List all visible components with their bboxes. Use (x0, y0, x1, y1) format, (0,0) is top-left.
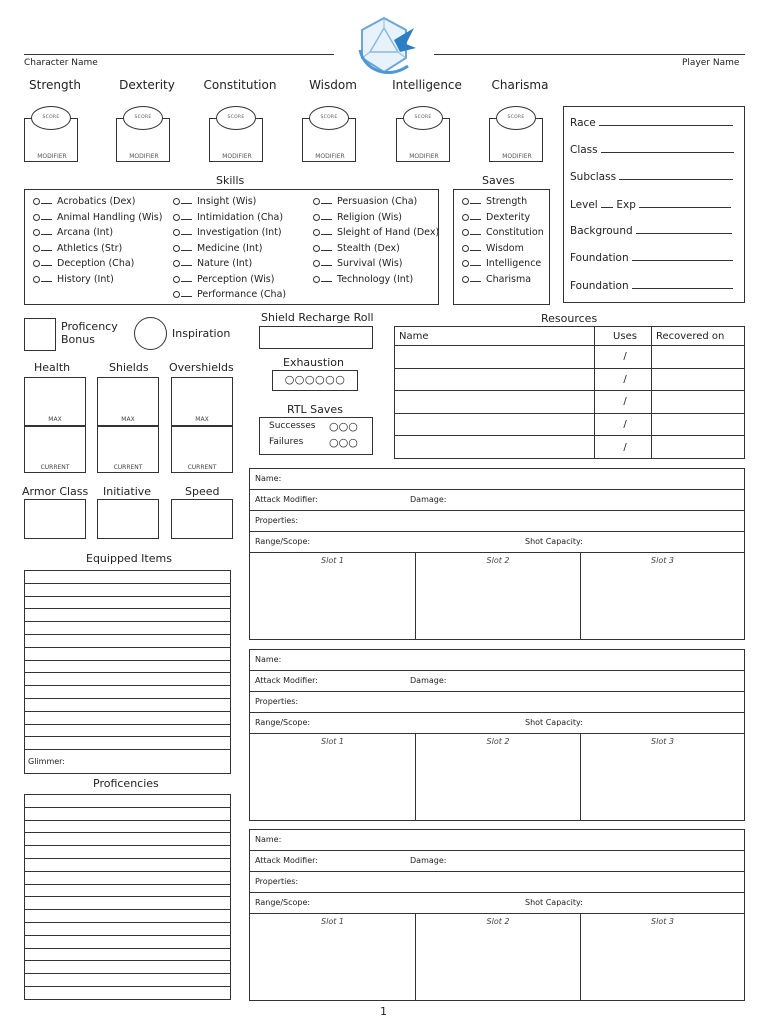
skill-intimidation[interactable] (173, 210, 286, 226)
skills-title: Skills (216, 174, 245, 187)
foundation-field-1[interactable] (570, 252, 733, 264)
proficiency-circle-icon[interactable] (462, 245, 469, 252)
ability-name: Charisma (491, 78, 549, 92)
character-name-line[interactable] (24, 54, 334, 55)
max-label: MAX (48, 416, 62, 423)
resource-name-cell[interactable] (395, 436, 595, 459)
current-label: CURRENT (187, 464, 217, 471)
max-label: MAX (121, 416, 135, 423)
attack-modifier-label: Attack Modifier: (255, 856, 318, 865)
proficiencies-title: Proficencies (93, 777, 159, 790)
foundation-label: Foundation (570, 252, 629, 264)
save-label: Intelligence (486, 258, 542, 269)
proficiency-circle-icon[interactable] (313, 245, 320, 252)
initiative-box[interactable] (97, 499, 159, 539)
race-label: Race (570, 117, 596, 129)
proficiency-circle-icon[interactable] (33, 198, 40, 205)
save-label: Constitution (486, 227, 544, 238)
proficiency-circle-icon[interactable] (462, 229, 469, 236)
score-label: SCORE (320, 115, 338, 120)
weapon-block-2 (249, 649, 745, 821)
resources-table (394, 326, 745, 459)
weapon-block-3 (249, 829, 745, 1001)
shot-capacity-label: Shot Capacity: (525, 718, 583, 727)
shot-capacity-label: Shot Capacity: (525, 537, 583, 546)
save-charisma[interactable] (462, 272, 544, 288)
skill-acrobatics[interactable] (33, 194, 162, 210)
weapon-name-row[interactable] (250, 469, 744, 490)
resources-header-recovered: Recovered on (652, 327, 745, 346)
weapon-name-row[interactable] (250, 830, 744, 851)
resource-row[interactable] (395, 436, 745, 459)
weapon-name-label: Name: (255, 835, 282, 844)
save-wisdom[interactable] (462, 241, 544, 257)
skill-technology[interactable] (313, 272, 439, 288)
shield-recharge-box[interactable] (259, 326, 373, 349)
skill-nature[interactable] (173, 256, 286, 272)
overshields-label: Overshields (169, 361, 234, 374)
proficiency-circle-icon[interactable] (313, 229, 320, 236)
proficiency-circle-icon[interactable] (173, 291, 180, 298)
proficiency-circle-icon[interactable] (33, 276, 40, 283)
overshields-box[interactable] (171, 377, 233, 473)
resource-uses-cell[interactable]: / (595, 436, 652, 459)
modifier-label: MODIFIER (409, 153, 439, 160)
skill-label: Perception (Wis) (197, 273, 275, 285)
score-label: SCORE (227, 115, 245, 120)
resource-uses-cell[interactable]: / (595, 413, 652, 436)
weapon-properties-row[interactable] (250, 692, 744, 713)
class-field[interactable] (570, 144, 734, 156)
score-label: SCORE (414, 115, 432, 120)
skills-box (24, 189, 439, 305)
range-scope-label: Range/Scope: (255, 718, 311, 727)
ability-name: Intelligence (392, 78, 462, 92)
damage-label: Damage: (410, 856, 447, 865)
score-oval[interactable] (123, 106, 163, 130)
weapon-name-row[interactable] (250, 650, 744, 671)
saves-title: Saves (482, 174, 515, 187)
proficiency-circle-icon[interactable] (173, 198, 180, 205)
skill-label: Religion (Wis) (337, 211, 403, 223)
weapon-slot-2[interactable]: Slot 2 (416, 734, 581, 820)
properties-label: Properties: (255, 877, 299, 886)
modifier-label: MODIFIER (129, 153, 159, 160)
skill-label: History (Int) (57, 273, 114, 285)
proficiency-circle-icon[interactable] (462, 198, 469, 205)
skill-label: Arcana (Int) (57, 227, 114, 238)
proficiencies-list[interactable] (24, 794, 231, 1000)
skill-label: Medicine (Int) (197, 242, 263, 254)
resource-recovered-cell[interactable] (652, 436, 745, 459)
proficiency-bonus-box[interactable] (24, 318, 56, 351)
skill-history[interactable] (33, 272, 162, 288)
proficiency-bonus-label (61, 320, 118, 346)
save-constitution[interactable] (462, 225, 544, 241)
modifier-label: MODIFIER (315, 153, 345, 160)
weapon-slot-3[interactable]: Slot 3 (651, 737, 674, 746)
skill-investigation[interactable] (173, 225, 286, 241)
skill-label: Technology (Int) (337, 273, 414, 285)
properties-label: Properties: (255, 697, 299, 706)
exhaustion-label: Exhaustion (283, 356, 344, 369)
foundation-field-2[interactable] (570, 280, 733, 292)
ability-name: Constitution (203, 78, 277, 92)
resource-name-cell[interactable] (395, 413, 595, 436)
resource-recovered-cell[interactable] (652, 413, 745, 436)
armor-class-box[interactable] (24, 499, 86, 539)
score-oval[interactable] (496, 106, 536, 130)
successes-circles[interactable]: ○○○ (329, 420, 358, 433)
proficiency-circle-icon[interactable] (313, 276, 320, 283)
ability-name: Wisdom (309, 78, 357, 92)
background-field[interactable] (570, 225, 732, 237)
resource-name-cell[interactable] (395, 346, 595, 369)
resource-row[interactable] (395, 346, 745, 369)
skill-persuasion[interactable] (313, 194, 439, 210)
max-label: MAX (195, 416, 209, 423)
skill-religion[interactable] (313, 210, 439, 226)
class-label: Class (570, 144, 598, 156)
save-dexterity[interactable] (462, 210, 544, 226)
rtl-saves-box (259, 417, 373, 455)
save-strength[interactable] (462, 194, 544, 210)
proficiency-circle-icon[interactable] (462, 276, 469, 283)
d20-ghost-logo-icon (354, 14, 416, 80)
range-scope-label: Range/Scope: (255, 898, 311, 907)
resources-header-row (395, 327, 745, 346)
current-label: CURRENT (113, 464, 143, 471)
save-label: Strength (486, 196, 528, 207)
score-oval[interactable] (216, 106, 256, 130)
resources-header-name: Name (395, 327, 595, 346)
resource-name-cell[interactable] (395, 391, 595, 414)
proficiency-circle-icon[interactable] (33, 214, 40, 221)
skill-deception[interactable] (33, 256, 162, 272)
skill-label: Survival (Wis) (337, 258, 403, 269)
proficiency-circle-icon[interactable] (173, 229, 180, 236)
score-label: SCORE (507, 115, 525, 120)
score-label: SCORE (42, 115, 60, 120)
modifier-label: MODIFIER (37, 153, 67, 160)
proficiency-circle-icon[interactable] (33, 245, 40, 252)
proficiency-circle-icon[interactable] (173, 214, 180, 221)
score-label: SCORE (134, 115, 152, 120)
race-field[interactable] (570, 117, 733, 129)
resource-uses-cell[interactable]: / (595, 391, 652, 414)
level-label: Level (570, 199, 598, 211)
rtl-saves-label: RTL Saves (287, 403, 343, 416)
exhaustion-box[interactable] (272, 370, 358, 391)
equipped-items-title: Equipped Items (86, 552, 172, 565)
current-label: CURRENT (40, 464, 70, 471)
failures-label: Failures (269, 437, 304, 447)
modifier-label: MODIFIER (502, 153, 532, 160)
weapon-range-row[interactable] (250, 532, 744, 553)
armor-class-label: Armor Class (22, 485, 89, 498)
resource-row[interactable] (395, 413, 745, 436)
modifier-label: MODIFIER (222, 153, 252, 160)
weapon-slots (250, 914, 744, 1000)
speed-box[interactable] (171, 499, 233, 539)
exhaustion-circles[interactable]: ○○○○○○ (284, 373, 346, 386)
score-oval[interactable] (403, 106, 443, 130)
range-scope-label: Range/Scope: (255, 537, 311, 546)
weapon-slot-1[interactable]: Slot 1 (250, 734, 416, 820)
damage-label: Damage: (410, 676, 447, 685)
weapon-block-1 (249, 468, 745, 640)
resource-row[interactable] (395, 368, 745, 391)
successes-label: Successes (269, 421, 316, 431)
properties-label: Properties: (255, 516, 299, 525)
skill-label: Insight (Wis) (197, 196, 257, 207)
resource-recovered-cell[interactable] (652, 391, 745, 414)
health-label: Health (34, 361, 71, 374)
weapon-name-label: Name: (255, 474, 282, 483)
shields-box[interactable] (97, 377, 159, 473)
player-name-line[interactable] (434, 54, 745, 55)
character-name-label: Character Name (24, 58, 98, 68)
weapon-range-row[interactable] (250, 713, 744, 734)
weapon-slots (250, 553, 744, 639)
weapon-properties-row[interactable] (250, 511, 744, 532)
skill-animal-handling[interactable] (33, 210, 162, 226)
score-oval[interactable] (31, 106, 71, 130)
skill-label: Athletics (Str) (57, 242, 123, 254)
weapon-attack-row[interactable] (250, 490, 744, 511)
ability-name: Strength (29, 78, 81, 92)
inspiration-label: Inspiration (172, 327, 231, 340)
resource-recovered-cell[interactable] (652, 346, 745, 369)
score-oval[interactable] (309, 106, 349, 130)
skill-survival[interactable] (313, 256, 439, 272)
proficiency-circle-icon[interactable] (33, 229, 40, 236)
skill-insight[interactable] (173, 194, 286, 210)
resource-row[interactable] (395, 391, 745, 414)
weapon-range-row[interactable] (250, 893, 744, 914)
equipped-items-list[interactable] (24, 570, 231, 774)
save-label: Wisdom (486, 242, 524, 254)
skill-arcana[interactable] (33, 225, 162, 241)
ability-name: Dexterity (119, 78, 175, 92)
proficiency-circle-icon[interactable] (173, 260, 180, 267)
skill-label: Intimidation (Cha) (197, 211, 284, 223)
weapon-attack-row[interactable] (250, 851, 744, 872)
saves-box (453, 189, 550, 305)
skill-label: Nature (Int) (197, 258, 253, 269)
resource-recovered-cell[interactable] (652, 368, 745, 391)
proficiency-circle-icon[interactable] (462, 260, 469, 267)
weapon-properties-row[interactable] (250, 872, 744, 893)
level-exp-field[interactable] (570, 199, 731, 211)
weapon-slots (250, 734, 744, 820)
skill-label: Sleight of Hand (Dex) (337, 227, 440, 238)
page-number: 1 (380, 1005, 387, 1018)
skill-label: Animal Handling (Wis) (57, 211, 163, 223)
weapon-slot-3[interactable]: Slot 3 (651, 556, 674, 565)
proficiency-label-line1: Proficency (61, 320, 118, 333)
save-label: Dexterity (486, 211, 531, 223)
failures-circles[interactable]: ○○○ (329, 436, 358, 449)
save-intelligence[interactable] (462, 256, 544, 272)
damage-label: Damage: (410, 495, 447, 504)
initiative-label: Initiative (103, 485, 152, 498)
weapon-slot-1[interactable]: Slot 1 (250, 914, 416, 1000)
skill-stealth[interactable] (313, 241, 439, 257)
player-name-label: Player Name (682, 58, 740, 68)
resource-uses-cell[interactable]: / (595, 346, 652, 369)
proficiency-circle-icon[interactable] (313, 214, 320, 221)
resource-uses-cell[interactable]: / (595, 368, 652, 391)
skill-medicine[interactable] (173, 241, 286, 257)
subclass-field[interactable] (570, 171, 733, 183)
shot-capacity-label: Shot Capacity: (525, 898, 583, 907)
skill-label: Stealth (Dex) (337, 242, 400, 254)
skill-performance[interactable] (173, 287, 286, 303)
skill-perception[interactable] (173, 272, 286, 288)
skill-sleight-of-hand[interactable] (313, 225, 439, 241)
weapon-slot-2[interactable]: Slot 2 (416, 553, 581, 639)
resources-title: Resources (541, 312, 598, 325)
proficiency-circle-icon[interactable] (462, 214, 469, 221)
weapon-attack-row[interactable] (250, 671, 744, 692)
skill-label: Performance (Cha) (197, 289, 287, 300)
foundation-label: Foundation (570, 280, 629, 292)
skill-label: Persuasion (Cha) (337, 196, 418, 207)
exp-label: Exp (616, 199, 636, 211)
weapon-slot-3[interactable]: Slot 3 (651, 917, 674, 926)
attack-modifier-label: Attack Modifier: (255, 676, 318, 685)
skill-label: Deception (Cha) (57, 258, 135, 269)
skill-label: Acrobatics (Dex) (57, 196, 136, 207)
speed-label: Speed (185, 485, 220, 498)
proficiency-label-line2: Bonus (61, 333, 95, 346)
proficiency-circle-icon[interactable] (33, 260, 40, 267)
proficiency-circle-icon[interactable] (313, 260, 320, 267)
subclass-label: Subclass (570, 171, 617, 183)
save-label: Charisma (486, 273, 532, 285)
resource-name-cell[interactable] (395, 368, 595, 391)
proficiency-circle-icon[interactable] (313, 198, 320, 205)
background-label: Background (570, 225, 633, 237)
shields-label: Shields (109, 361, 149, 374)
weapon-slot-2[interactable]: Slot 2 (416, 914, 581, 1000)
glimmer-label: Glimmer: (28, 757, 65, 766)
inspiration-circle[interactable] (134, 317, 167, 350)
health-box[interactable] (24, 377, 86, 473)
proficiency-circle-icon[interactable] (173, 276, 180, 283)
resources-header-uses: Uses (595, 327, 652, 346)
shield-recharge-label: Shield Recharge Roll (261, 311, 374, 324)
proficiency-circle-icon[interactable] (173, 245, 180, 252)
weapon-slot-1[interactable]: Slot 1 (250, 553, 416, 639)
skill-label: Investigation (Int) (197, 227, 282, 238)
skill-athletics[interactable] (33, 241, 162, 257)
attack-modifier-label: Attack Modifier: (255, 495, 318, 504)
weapon-name-label: Name: (255, 655, 282, 664)
